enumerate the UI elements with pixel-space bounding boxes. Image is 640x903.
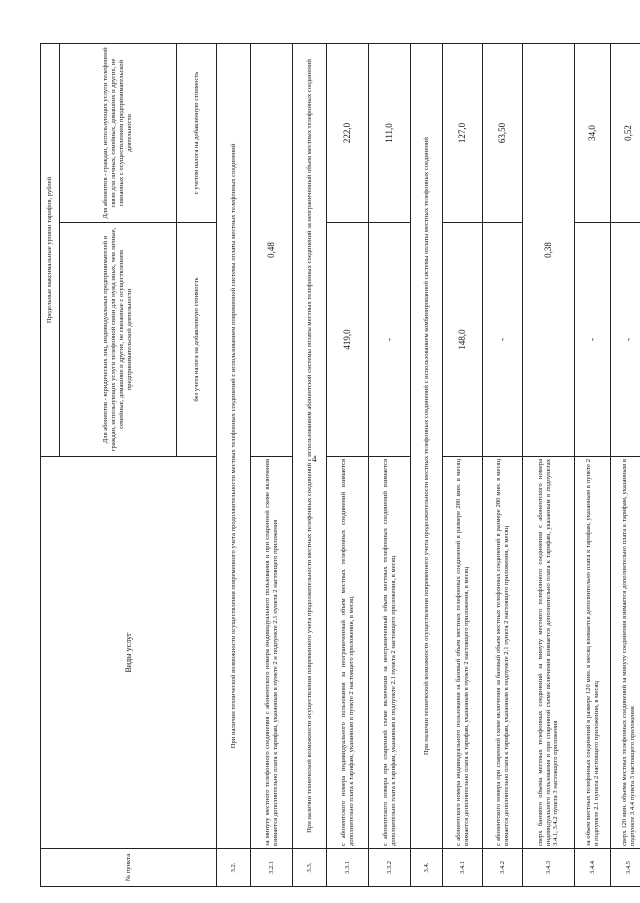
header-num: № пункта xyxy=(41,849,217,887)
row-num: 3.4.4 xyxy=(575,849,611,887)
tariff-table xyxy=(40,43,640,887)
table-row xyxy=(523,43,575,886)
row-text: за объем местных телефонных соединений в размере 120 мин. в месяц взимается дополнительно плата к тарифам, указанным в пункте 2 и подпункте 2.1 пункта 2 настоящего приложения, в месяц xyxy=(575,457,611,849)
header-tariff-levels: Предельные максимальные уровни тарифов, рублей xyxy=(41,43,60,456)
section-title: При наличии технической возможности осуществления повременного учета продолжительности местных телефонных соединений с использованием повременной системы оплаты местных телефонных соединений xyxy=(217,43,251,848)
row-num: 3.2. xyxy=(217,849,251,887)
row-text: с абонентского номера индивидуального пользования за базовый объем местных телефонных соединений в размере 280 мин. в месяц взимается дополнительно плата к тарифам, указанным в пункте 2 настоящего приложения, в месяц xyxy=(443,457,483,849)
row-num: 3.4. xyxy=(411,849,443,887)
row-value-legal-citizen: 0,38 xyxy=(523,43,575,456)
row-value-citizen: 127,0 xyxy=(443,43,483,222)
row-value-citizen: 111,0 xyxy=(369,43,411,222)
row-num: 3.3. xyxy=(293,849,327,887)
row-value-legal: - xyxy=(483,223,523,457)
row-text: с абонентского номера при спаренной схеме включения за базовый объем местных телефонных соединений в размере 280 мин. в месяц взимается дополнительно плата к тарифам, указанным в подпункте 2.1 пункта 2 настоящего приложения, в месяц xyxy=(483,457,523,849)
header-with-vat: с учетом налога на добавленную стоимость xyxy=(177,43,217,222)
row-num: 3.4.1 xyxy=(443,849,483,887)
section-title: При наличии технической возможности осуществления повременного учета продолжительности местных телефонных соединений с использованием абонентской системы оплаты местных телефонных соединений за неограниченный объем местных телефонных соединений xyxy=(293,43,327,848)
row-num: 3.4.2 xyxy=(483,849,523,887)
table-row-section xyxy=(411,43,443,886)
row-num: 3.4.3 xyxy=(523,849,575,887)
row-num: 3.4.5 xyxy=(611,849,640,887)
row-value-citizen: 63,50 xyxy=(483,43,523,222)
table-row xyxy=(483,43,523,886)
row-value-citizen: 0,52 xyxy=(611,43,640,222)
row-num: 3.2.1 xyxy=(251,849,293,887)
header-group-citizens: Для абонентов - граждан, использующих услуги телефонной связи для личных, семейных, домашних и других, не связанных с осуществлением предпринимательской деятельности xyxy=(60,43,177,222)
header-without-vat: без учета налога на добавленную стоимость xyxy=(177,223,217,457)
row-value-legal: - xyxy=(611,223,640,457)
table-row xyxy=(575,43,611,886)
row-text: за минуту местного телефонного соединения с абонентского номера индивидуального пользования и при спаренной схеме включения взимается дополнительно плата к тарифам, указанным в пункте 2 и подпункте 2.1 пункта 2 настоящего приложения xyxy=(251,457,293,849)
rotated-page xyxy=(40,44,636,887)
row-value-citizen: 222,0 xyxy=(327,43,369,222)
row-value-citizen: 34,0 xyxy=(575,43,611,222)
row-text: сверх базового объема местных телефонных соединений за минуту местного телефонного соединения с абонентского номера индивидуального пользования и при спаренной схеме включения взимается дополнительно плата к тарифам, указанным в подпунктах 3.4.1, 3.4.2 пункта 3 настоящего приложения xyxy=(523,457,575,849)
row-num: 3.3.1 xyxy=(327,849,369,887)
row-value-legal: - xyxy=(575,223,611,457)
header-group-legal: Для абонентов - юридических лиц, индивидуальных предпринимателей и граждан, использующих услуги телефонной связи для нужд иных, чем личные, семейные, домашние и другие, не связанные с осуществлением предпринимательской деятельности xyxy=(60,223,177,457)
table-row xyxy=(327,43,369,886)
row-value-legal-citizen: 0,48 xyxy=(251,43,293,456)
row-value-legal: 148,0 xyxy=(443,223,483,457)
row-num: 3.3.2 xyxy=(369,849,411,887)
table-row xyxy=(443,43,483,886)
table-row-section xyxy=(293,43,327,886)
section-title: При наличии технической возможности осуществления повременного учета продолжительности местных телефонных соединений с использованием комбинированной системы оплаты местных телефонных соединений xyxy=(411,43,443,848)
header-services: Виды услуг xyxy=(41,457,217,849)
row-text: сверх 120 мин. объема местных телефонных соединений за минуту соединения взимается дополнительно плата к тарифам, указанным в подпункте 3.4.4 пункта 3 настоящего приложения xyxy=(611,457,640,849)
table-row xyxy=(251,43,293,886)
row-text: с абонентского номера индивидуального пользования за неограниченный объем местных телефонных соединений взимается дополнительно плата к тарифам, указанным в пункте 2 настоящего приложения, в месяц xyxy=(327,457,369,849)
table-row-section xyxy=(217,43,251,886)
table-row xyxy=(611,43,640,886)
row-value-legal: 419,0 xyxy=(327,223,369,457)
row-text: с абонентского номера при спаренной схеме включения за неограниченный объем местных телефонных соединений взимается дополнительно плата к тарифам, указанным в подпункте 2.1 пункта 2 настоящего приложения, в месяц xyxy=(369,457,411,849)
row-value-legal: - xyxy=(369,223,411,457)
page-number: 4 xyxy=(312,454,317,464)
table-row xyxy=(369,43,411,886)
